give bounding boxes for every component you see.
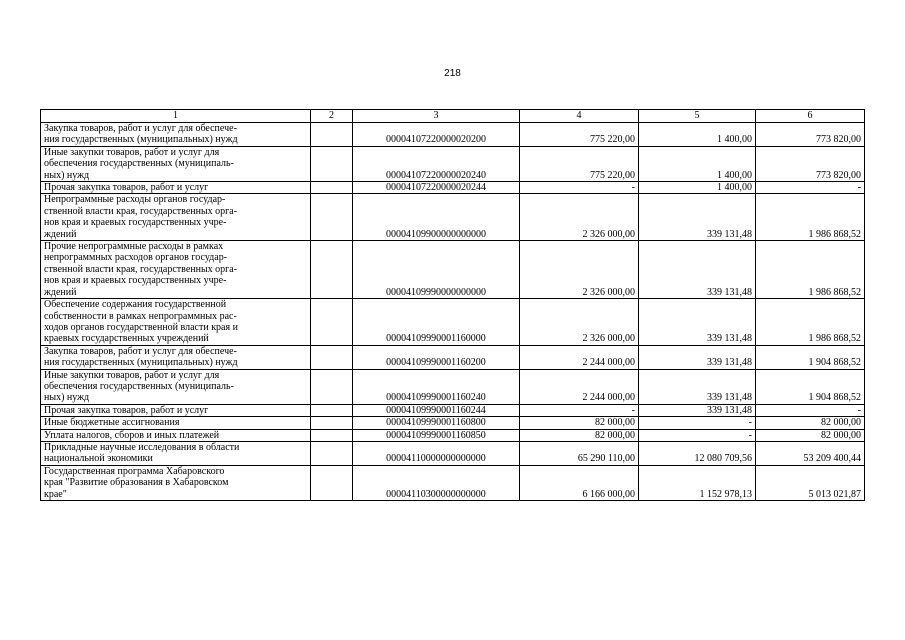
row-code-cell: 00004109990001160200 bbox=[353, 345, 520, 369]
table-row bbox=[41, 194, 865, 241]
row-value-col5-cell: 1 152 978,13 bbox=[639, 465, 756, 500]
row-value-col4-cell: 2 326 000,00 bbox=[520, 299, 639, 346]
row-value-col5-cell: 339 131,48 bbox=[639, 194, 756, 241]
header-row bbox=[41, 110, 865, 123]
row-col2-cell bbox=[311, 241, 353, 299]
row-name-cell: Иные закупки товаров, работ и услуг для обеспечения государственных (муниципаль- ных) нужд bbox=[41, 146, 311, 181]
page-number: 218 bbox=[444, 68, 461, 79]
row-name-cell: Иные закупки товаров, работ и услуг для обеспечения государственных (муниципаль- ных) нужд bbox=[41, 369, 311, 404]
row-value-col4-cell: - bbox=[520, 404, 639, 416]
table-row bbox=[41, 369, 865, 404]
row-col2-cell bbox=[311, 441, 353, 465]
row-name-cell: Прочие непрограммные расходы в рамках непрограммных расходов органов государ- ственной власти края, государственных орга- нов края и краевых государственных учре- ждений bbox=[41, 241, 311, 299]
row-code-cell: 00004110000000000000 bbox=[353, 441, 520, 465]
row-code-cell: 00004107220000020200 bbox=[353, 123, 520, 147]
row-value-col5-cell: 1 400,00 bbox=[639, 146, 756, 181]
table-row bbox=[41, 241, 865, 299]
row-value-col4-cell: 2 244 000,00 bbox=[520, 369, 639, 404]
table-row bbox=[41, 404, 865, 416]
row-value-col6-cell: 1 986 868,52 bbox=[756, 241, 865, 299]
row-name-cell: Закупка товаров, работ и услуг для обеспече- ния государственных (муниципальных) нужд bbox=[41, 123, 311, 147]
row-name-cell: Уплата налогов, сборов и иных платежей bbox=[41, 429, 311, 441]
row-value-col6-cell: 1 904 868,52 bbox=[756, 345, 865, 369]
row-value-col5-cell: - bbox=[639, 417, 756, 429]
row-value-col5-cell: 339 131,48 bbox=[639, 404, 756, 416]
row-col2-cell bbox=[311, 194, 353, 241]
row-value-col5-cell: 1 400,00 bbox=[639, 123, 756, 147]
row-value-col4-cell: 775 220,00 bbox=[520, 123, 639, 147]
row-name-cell: Прочая закупка товаров, работ и услуг bbox=[41, 182, 311, 194]
row-value-col6-cell: 5 013 021,87 bbox=[756, 465, 865, 500]
row-value-col6-cell: 82 000,00 bbox=[756, 417, 865, 429]
row-value-col6-cell: 773 820,00 bbox=[756, 123, 865, 147]
row-code-cell: 00004107220000020244 bbox=[353, 182, 520, 194]
row-value-col4-cell: - bbox=[520, 182, 639, 194]
table-row bbox=[41, 299, 865, 346]
table-row bbox=[41, 123, 865, 147]
row-col2-cell bbox=[311, 404, 353, 416]
row-value-col5-cell: 339 131,48 bbox=[639, 241, 756, 299]
row-code-cell: 00004109900000000000 bbox=[353, 194, 520, 241]
row-code-cell: 00004110300000000000 bbox=[353, 465, 520, 500]
row-value-col4-cell: 2 244 000,00 bbox=[520, 345, 639, 369]
row-value-col5-cell: - bbox=[639, 429, 756, 441]
row-col2-cell bbox=[311, 182, 353, 194]
row-code-cell: 00004109990001160240 bbox=[353, 369, 520, 404]
table-body bbox=[41, 123, 865, 501]
row-name-cell: Государственная программа Хабаровского края "Развитие образования в Хабаровском крае" bbox=[41, 465, 311, 500]
row-value-col4-cell: 2 326 000,00 bbox=[520, 194, 639, 241]
row-value-col6-cell: 1 986 868,52 bbox=[756, 299, 865, 346]
row-value-col6-cell: - bbox=[756, 404, 865, 416]
row-name-cell: Закупка товаров, работ и услуг для обеспече- ния государственных (муниципальных) нужд bbox=[41, 345, 311, 369]
table-row bbox=[41, 465, 865, 500]
row-value-col4-cell: 65 290 110,00 bbox=[520, 441, 639, 465]
row-name-cell: Обеспечение содержания государственной собственности в рамках непрограммных рас- ходов органов государственной власти края и краевых государственных учреждений bbox=[41, 299, 311, 346]
budget-table bbox=[40, 109, 865, 501]
column-header-5: 5 bbox=[639, 110, 756, 123]
row-code-cell: 00004109990001160244 bbox=[353, 404, 520, 416]
row-value-col6-cell: - bbox=[756, 182, 865, 194]
table-row bbox=[41, 417, 865, 429]
row-value-col4-cell: 2 326 000,00 bbox=[520, 241, 639, 299]
column-header-2: 2 bbox=[311, 110, 353, 123]
row-col2-cell bbox=[311, 123, 353, 147]
row-code-cell: 00004109990001160850 bbox=[353, 429, 520, 441]
row-value-col4-cell: 82 000,00 bbox=[520, 429, 639, 441]
row-value-col5-cell: 1 400,00 bbox=[639, 182, 756, 194]
column-header-1: 1 bbox=[41, 110, 311, 123]
row-col2-cell bbox=[311, 429, 353, 441]
row-col2-cell bbox=[311, 465, 353, 500]
table-row bbox=[41, 429, 865, 441]
column-header-4: 4 bbox=[520, 110, 639, 123]
row-col2-cell bbox=[311, 146, 353, 181]
row-name-cell: Прикладные научные исследования в области национальной экономики bbox=[41, 441, 311, 465]
row-value-col4-cell: 82 000,00 bbox=[520, 417, 639, 429]
row-value-col5-cell: 339 131,48 bbox=[639, 345, 756, 369]
row-code-cell: 00004109990001160000 bbox=[353, 299, 520, 346]
row-value-col5-cell: 339 131,48 bbox=[639, 369, 756, 404]
row-code-cell: 00004109990000000000 bbox=[353, 241, 520, 299]
table-row bbox=[41, 146, 865, 181]
row-value-col5-cell: 12 080 709,56 bbox=[639, 441, 756, 465]
row-col2-cell bbox=[311, 417, 353, 429]
row-value-col6-cell: 1 986 868,52 bbox=[756, 194, 865, 241]
row-value-col6-cell: 53 209 400,44 bbox=[756, 441, 865, 465]
table-row bbox=[41, 182, 865, 194]
row-col2-cell bbox=[311, 299, 353, 346]
row-value-col6-cell: 1 904 868,52 bbox=[756, 369, 865, 404]
row-value-col4-cell: 775 220,00 bbox=[520, 146, 639, 181]
row-name-cell: Иные бюджетные ассигнования bbox=[41, 417, 311, 429]
row-value-col4-cell: 6 166 000,00 bbox=[520, 465, 639, 500]
row-code-cell: 00004107220000020240 bbox=[353, 146, 520, 181]
column-header-3: 3 bbox=[353, 110, 520, 123]
table-row bbox=[41, 345, 865, 369]
row-code-cell: 00004109990001160800 bbox=[353, 417, 520, 429]
row-name-cell: Прочая закупка товаров, работ и услуг bbox=[41, 404, 311, 416]
row-col2-cell bbox=[311, 345, 353, 369]
row-name-cell: Непрограммные расходы органов государ- ственной власти края, государственных орга- нов края и краевых государственных учре- ждений bbox=[41, 194, 311, 241]
row-value-col6-cell: 773 820,00 bbox=[756, 146, 865, 181]
row-value-col6-cell: 82 000,00 bbox=[756, 429, 865, 441]
table-row bbox=[41, 441, 865, 465]
row-col2-cell bbox=[311, 369, 353, 404]
column-header-6: 6 bbox=[756, 110, 865, 123]
row-value-col5-cell: 339 131,48 bbox=[639, 299, 756, 346]
